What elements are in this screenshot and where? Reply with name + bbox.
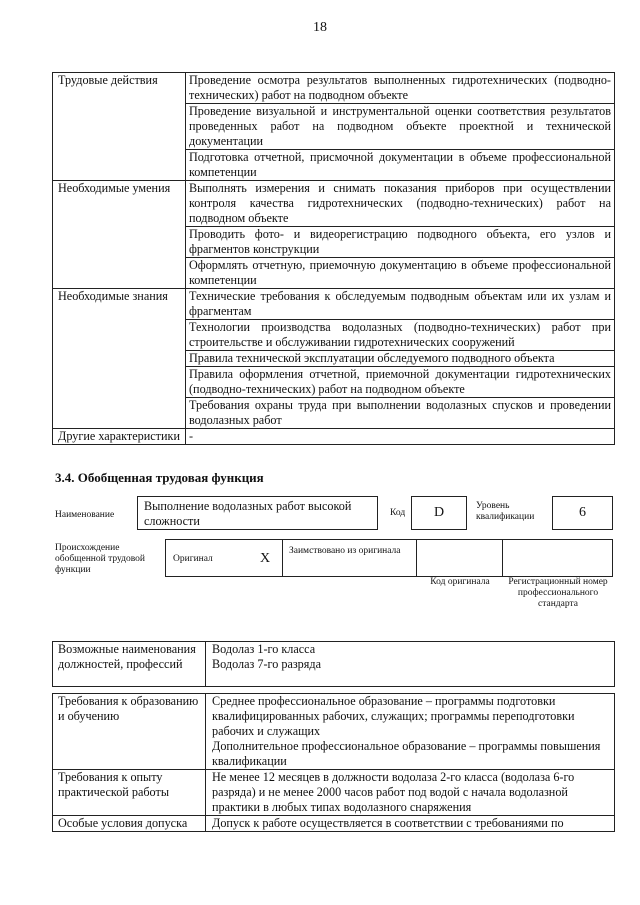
table-row — [53, 289, 615, 320]
original-label: Оригинал — [173, 554, 213, 564]
borrowed-label: Заимствовано из оригинала — [289, 546, 401, 556]
origin-row — [165, 539, 613, 577]
level-value: 6 — [552, 496, 613, 530]
table-cell — [206, 816, 615, 832]
cell-line: Водолаз 7-го разряда — [212, 657, 321, 671]
table-cell: Технические требования к обследуемым подводным объектам или их узлам и фрагментам — [186, 289, 615, 320]
code-original-caption: Код оригинала — [430, 577, 490, 587]
section-title: 3.4. Обобщенная трудовая функция — [55, 470, 264, 485]
table-row — [53, 770, 615, 816]
table-cell: Требования охраны труда при выполнении водолазных спусков и проведении водолазных работ — [186, 398, 615, 429]
table-row — [53, 694, 615, 770]
table-row — [53, 642, 615, 687]
cell-line: Дополнительное профессиональное образование – программы повышения квалификации — [212, 739, 601, 768]
name-value: Выполнение водолазных работ высокой сложности — [137, 496, 378, 530]
table-cell: Правила оформления отчетной, приемочной документации гидротехнических (подводно-технических) работ на подводном объекте — [186, 367, 615, 398]
divider — [282, 540, 283, 576]
divider — [502, 540, 503, 576]
row-label: Необходимые умения — [53, 181, 186, 289]
level-label: Уровень квалификации — [476, 501, 535, 522]
reg-number-caption: Регистрационный номер профессионального стандарта — [508, 577, 608, 609]
table-cell — [206, 694, 615, 770]
divider — [416, 540, 417, 576]
table-row — [53, 429, 615, 445]
cell-line: Среднее профессиональное образование – программы подготовки квалифицированных рабочих, служащих; программы переподготовки рабочих и служащих — [212, 694, 575, 738]
page-number: 18 — [313, 20, 327, 35]
origin-label: Происхождение обобщенной трудовой функции — [55, 543, 145, 575]
table-gap — [53, 687, 615, 694]
table-cell: Выполнять измерения и снимать показания приборов при осуществлении контроля качества гидротехнических (подводно-технических) работ на подводном объекте — [186, 181, 615, 227]
row-label: Особые условия допуска — [53, 816, 206, 832]
cell-line: Водолаз 1-го класса — [212, 642, 316, 656]
labor-functions-table — [52, 72, 615, 445]
table-row — [53, 73, 615, 104]
cell-line: Не менее 12 месяцев в должности водолаза 2-го класса (водолаза 6-го разряда) и не менее 2000 часов работ под водой с начала водолазной практики в любых типах водолазного снаряжения — [212, 770, 575, 814]
table-cell: Оформлять отчетную, приемочную документацию в объеме профессиональной компетенции — [186, 258, 615, 289]
table-cell: Проводить фото- и видеорегистрацию подводного объекта, его узлов и фрагментов конструкции — [186, 227, 615, 258]
table-cell: Проведение осмотра результатов выполненных гидротехнических (подводно-технических) работ на подводном объекте — [186, 73, 615, 104]
requirements-table — [52, 641, 615, 832]
table-cell: - — [186, 429, 615, 445]
table-cell — [206, 770, 615, 816]
code-label: Код — [390, 508, 406, 518]
table-row — [53, 816, 615, 832]
row-label: Возможные наименования должностей, профессий — [53, 642, 206, 687]
row-label: Другие характеристики — [53, 429, 186, 445]
table-cell: Подготовка отчетной, присмочной документации в объеме профессиональной компетенции — [186, 150, 615, 181]
cell-line: Допуск к работе осуществляется в соответствии с требованиями по — [212, 816, 564, 830]
name-label: Наименование — [55, 510, 115, 520]
table-cell: Правила технической эксплуатации обследуемого подводного объекта — [186, 351, 615, 367]
table-cell: Проведение визуальной и инструментальной оценки соответствия результатов проведенных работ на подводном объекте проектной и технической документации — [186, 104, 615, 150]
row-label: Необходимые знания — [53, 289, 186, 429]
table-cell — [206, 642, 615, 687]
original-mark: X — [260, 551, 271, 566]
table-row — [53, 181, 615, 227]
row-label: Требования к образованию и обучению — [53, 694, 206, 770]
table-cell: Технологии производства водолазных (подводно-технических) работ при строительстве и обслуживании гидротехнических сооружений — [186, 320, 615, 351]
code-value: D — [411, 496, 467, 530]
row-label: Трудовые действия — [53, 73, 186, 181]
row-label: Требования к опыту практической работы — [53, 770, 206, 816]
